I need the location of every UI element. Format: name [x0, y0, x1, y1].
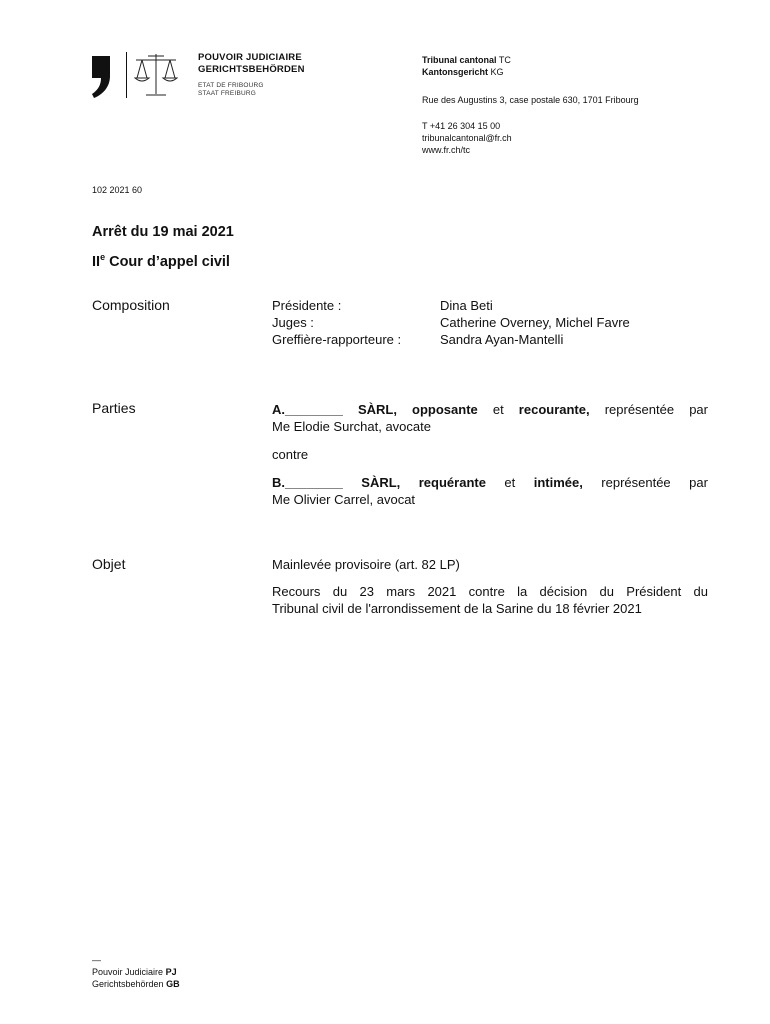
letterhead-logo — [90, 50, 190, 100]
logo-title-line2: GERICHTSBEHÖRDEN — [198, 64, 305, 75]
party-b-company: SÀRL, — [361, 475, 401, 490]
party-a-and: et — [492, 402, 504, 417]
objet-subject: Mainlevée provisoire (art. 82 LP) — [272, 557, 460, 572]
composition-names: Dina Beti — [440, 298, 493, 313]
chamber-sup: e — [100, 252, 106, 262]
court-phone: T +41 26 304 15 00 — [422, 121, 501, 131]
footer-line2-text: Gerichtsbehörden — [92, 979, 164, 989]
court-name-de — [422, 66, 639, 78]
court-fr-abbr: TC — [498, 55, 511, 65]
court-name-fr — [422, 54, 639, 66]
scales-of-justice-icon — [134, 52, 178, 98]
logo-sub-line1: ETAT DE FRIBOURG — [198, 82, 264, 89]
party-a-counsel: Me Elodie Surchat, avocate — [272, 419, 431, 434]
party-b-rep-by: par — [689, 475, 708, 490]
objet-appeal — [272, 583, 708, 617]
party-b-name: B.________ — [272, 475, 343, 490]
footer-line2 — [92, 978, 180, 990]
party-b — [272, 474, 708, 508]
chamber-rest: Cour d’appel civil — [105, 253, 230, 270]
logo-divider — [126, 52, 127, 98]
court-contact-block — [422, 54, 639, 156]
objet-appeal-line2: Tribunal civil de l'arrondissement de la Sarine du 18 février 2021 — [272, 601, 642, 616]
court-address: Rue des Augustins 3, case postale 630, 1701 Fribourg — [422, 95, 639, 105]
footer-line2-abbr: GB — [166, 979, 180, 989]
fribourg-comma-icon — [90, 54, 112, 98]
court-de-abbr: KG — [490, 67, 504, 77]
composition-table — [272, 297, 712, 348]
judgment-title: Arrêt du 19 mai 2021 — [92, 224, 234, 240]
party-a-line1 — [272, 401, 708, 418]
footer — [92, 954, 180, 990]
composition-row — [272, 297, 712, 314]
party-a — [272, 401, 708, 435]
party-b-counsel: Me Olivier Carrel, avocat — [272, 492, 416, 507]
footer-dash: — — [92, 955, 101, 965]
party-b-line1 — [272, 474, 708, 491]
party-a-rep-word: représentée — [604, 402, 675, 417]
party-a-rep-by: par — [689, 402, 708, 417]
court-email[interactable]: tribunalcantonal@fr.ch — [422, 133, 512, 143]
court-de-bold: Kantonsgericht — [422, 67, 489, 77]
composition-role: Présidente : — [272, 298, 342, 313]
party-b-role2: intimée, — [533, 475, 583, 490]
party-a-role1: opposante — [412, 402, 478, 417]
party-a-role2: recourante, — [518, 402, 590, 417]
objet-appeal-line1: Recours du 23 mars 2021 contre la décision du Président du — [272, 584, 708, 599]
versus-text: contre — [272, 447, 309, 462]
objet-heading: Objet — [92, 556, 126, 572]
logo-sub-line2: STAAT FREIBURG — [198, 90, 257, 97]
case-reference: 102 2021 60 — [92, 185, 143, 195]
party-a-name: A.________ — [272, 402, 343, 417]
composition-role: Juges : — [272, 315, 314, 330]
composition-row — [272, 314, 712, 331]
footer-line1-abbr: PJ — [165, 967, 177, 977]
court-website[interactable]: www.fr.ch/tc — [422, 145, 471, 155]
composition-role: Greffière-rapporteure : — [272, 332, 402, 347]
chamber-title — [92, 252, 230, 270]
chamber-prefix: II — [92, 253, 101, 270]
footer-line1-text: Pouvoir Judiciaire — [92, 967, 164, 977]
court-fr-bold: Tribunal cantonal — [422, 55, 497, 65]
party-b-rep-word: représentée — [601, 475, 671, 490]
party-b-role1: requérante — [418, 475, 486, 490]
composition-names: Sandra Ayan-Mantelli — [440, 332, 564, 347]
composition-heading: Composition — [92, 297, 170, 313]
logo-title-line1: POUVOIR JUDICIAIRE — [198, 52, 302, 63]
footer-line1 — [92, 966, 180, 978]
parties-heading: Parties — [92, 400, 136, 416]
composition-names: Catherine Overney, Michel Favre — [440, 315, 630, 330]
composition-row — [272, 331, 712, 348]
party-a-company: SÀRL, — [357, 402, 397, 417]
party-b-and: et — [504, 475, 516, 490]
